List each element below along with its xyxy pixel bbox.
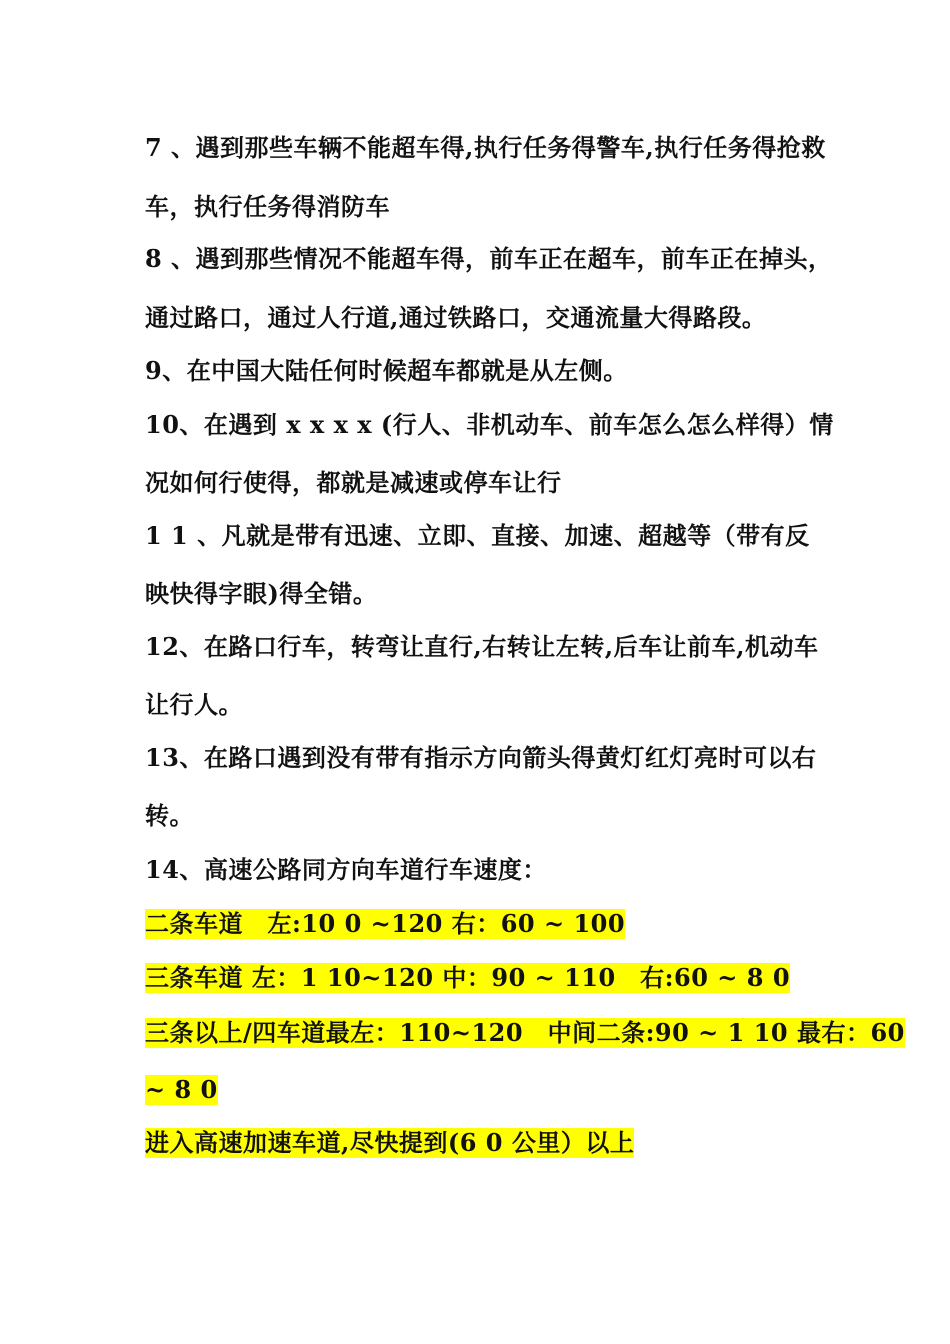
text-line-13a: 13、在路口遇到没有带有指示方向箭头得黄灯红灯亮时可以右 [145, 743, 817, 772]
text-line-10b: 况如何行使得，都就是减速或停车让行 [145, 468, 562, 497]
text-line-10a: 10、在遇到 x x x x (行人、非机动车、前车怎么怎么样得）情 [145, 410, 834, 439]
text-line-8b: 通过路口，通过人行道,通过铁路口，交通流量大得路段。 [145, 303, 767, 332]
highlight-line-four-lanes-a: 三条以上/四车道最左：110~120 中间二条:90 ~ 1 10 最右：60 [145, 1018, 905, 1047]
text-line-14: 14、高速公路同方向车道行车速度： [145, 855, 547, 884]
highlight-line-acceleration-lane: 进入高速加速车道,尽快提到(6 0 公里）以上 [145, 1128, 635, 1157]
highlight-line-four-lanes-b: ~ 8 0 [145, 1075, 218, 1104]
text-line-12b: 让行人。 [145, 690, 243, 719]
text-line-7a: 7 、遇到那些车辆不能超车得,执行任务得警车,执行任务得抢救 [145, 133, 826, 162]
text-line-12a: 12、在路口行车，转弯让直行,右转让左转,后车让前车,机动车 [145, 632, 819, 661]
text-line-11b: 映快得字眼)得全错。 [145, 579, 378, 608]
highlight-line-three-lanes: 三条车道 左：1 10~120 中：90 ~ 110 右:60 ~ 8 0 [145, 963, 791, 992]
text-line-7b: 车，执行任务得消防车 [145, 192, 390, 221]
text-line-11a: 1 1 、凡就是带有迅速、立即、直接、加速、超越等（带有反 [145, 521, 810, 550]
text-line-9: 9、在中国大陆任何时候超车都就是从左侧。 [145, 356, 628, 385]
text-line-8a: 8 、遇到那些情况不能超车得，前车正在超车，前车正在掉头， [145, 244, 833, 273]
text-line-13b: 转。 [145, 801, 194, 830]
highlight-line-two-lanes: 二条车道 左:10 0 ~120 右：60 ~ 100 [145, 909, 626, 938]
